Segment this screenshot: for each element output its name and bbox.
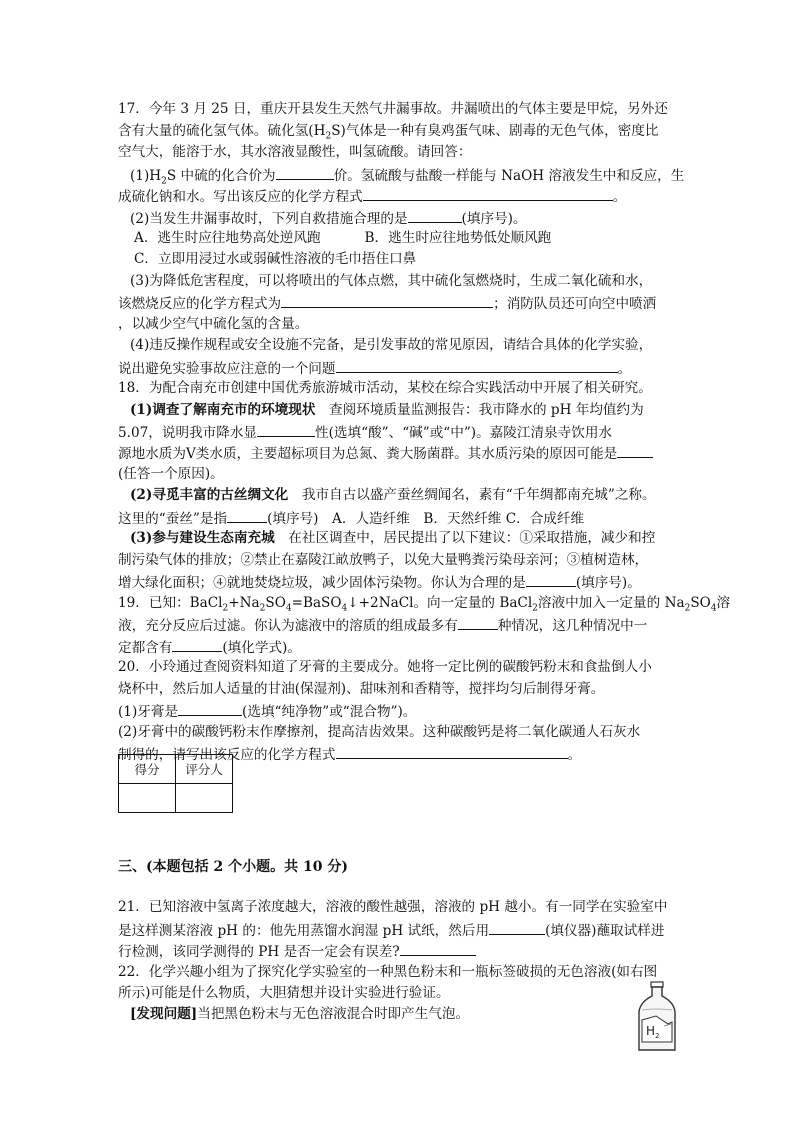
q21-line1: 21．已知溶液中氢离子浓度越大，溶液的酸性越强，溶液的 pH 越小。有一同学在实验室中 [118,899,668,915]
q20-s2-line1: (2)牙膏中的碳酸钙粉末作摩擦剂，提高洁齿效果。这种碳酸钙是将二氧化碳通人石灰水 [118,724,641,740]
q22-line1: 22．化学兴趣小组为了探究化学实验室的一种黑色粉末和一瓶标签破损的无色溶液(如右图 [118,964,658,980]
q20-line1: 20．小玲通过查阅资料知道了牙膏的主要成分。她将一定比例的碳酸钙粉末和食盐倒人小 [118,659,652,675]
blank-silk[interactable] [227,508,267,523]
q21-line3: 行检测，该同学测得的 PH 是否一定会有误差? [118,941,476,961]
q19-line1: 19．已知：$BaCl_2+Na_2SO_4=BaSO_4↓+2NaCl$。向一定量的 BaCl$_2$溶液中加入一定量的 $Na_2SO_4$溶 [118,595,731,614]
grader-header: 评分人 [176,755,233,784]
q18-s1-line2: 5.07，说明我市降水显 性(选填“酸”、“碱”或“中”)。嘉陵江清泉寺饮用水 [118,422,612,442]
reagent-bottle-icon [636,980,678,1054]
q18-intro: 18．为配合南充市创建中国优秀旅游城市活动，某校在综合实践活动中开展了相关研究。 [118,380,652,396]
section-3-heading: 三、(本题包括 2 个小题。共 10 分) [118,859,348,875]
q18-s2-line1: (2)寻觅丰富的古丝绸文化 我市自古以盛产蚕丝绸闻名，素有“千年绸都南充城”之称。 [130,487,656,503]
blank-instrument[interactable] [489,920,545,935]
blank-toothpaste[interactable] [178,701,242,716]
q17-s3-line3: ，以减少空气中硫化氢的含量。 [118,316,309,332]
q17-s3-line2: 该燃烧反应的化学方程式为 ；消防队员还可向空中喷洒 [118,293,656,313]
q22-line2: 所示)可能是什么物质，大胆猜想并设计实验进行验证。 [118,985,450,1001]
blank-formula[interactable] [172,637,222,652]
score-cell[interactable] [119,784,176,813]
q17-s2: (2)当发生井漏事故时，下列自救措施合理的是 (填序号)。 [130,208,527,228]
blank-equation-3[interactable] [336,744,568,759]
q18-s3-line1: (3)参与建设生态南充城 在社区调查中，居民提出了以下建议：①采取措施，减少和控 [130,530,656,546]
q18-s1-line3: 源地水质为Ⅴ类水质，主要超标项目为总氮、粪大肠菌群。其水质污染的原因可能是 [118,443,653,463]
blank-choice-2[interactable] [408,208,462,223]
blank-equation-1[interactable] [363,186,613,201]
q17-line2: 含有大量的硫化氢气体。硫化氢$(H_2S)$气体是一种有臭鸡蛋气味、剧毒的无色气体，密度比 [118,123,659,142]
bottle-label: H [646,1024,656,1038]
q20-s1: (1)牙膏是 (选填“纯净物”或“混合物”)。 [118,701,416,721]
bottle-label-sub: 2 [655,1032,660,1040]
q18-s1-line1: (1)调查了解南充市的环境现状 查阅环境质量监测报告：我市降水的 pH 年均值约为 [130,402,644,418]
blank-safety[interactable] [336,358,618,373]
blank-valence[interactable] [276,165,334,180]
grader-cell[interactable] [176,784,233,813]
q17-s4-line2: 说出避免实验事故应注意的一个问题 。 [118,358,631,378]
blank-error[interactable] [400,941,476,956]
q17-option-c: C．立即用浸过水或弱碱性溶液的毛巾捂住口鼻 [134,251,417,267]
q20-s2-line2: 制得的，请写出该反应的化学方程式 。 [118,744,581,764]
q19-line3: 定都含有 (填化学式)。 [118,637,301,657]
blank-acidity[interactable] [257,422,315,437]
q17-s3-line1: (3)为降低危害程度，可以将喷出的气体点燃，其中硫化氢燃烧时，生成二氧化硫和水， [130,273,653,289]
score-header: 得分 [119,755,176,784]
q18-s3-line3: 增大绿化面积；④就地焚烧垃圾，减少固体污染物。你认为合理的是 (填序号)。 [118,572,641,592]
q17-s1-line1: $(1)H_2S$ 中硫的化合价为 价。氢硫酸与盐酸一样能与 NaOH 溶液发生中和反应，生 [130,165,684,191]
q18-s1-line4: (任答一个原因)。 [118,466,224,482]
q17-line1: 17．今年 3 月 25 日，重庆开县发生天然气井漏事故。井漏喷出的气体主要是甲烷，另外还 [118,101,668,117]
blank-count[interactable] [458,615,498,630]
q20-line2: 烧杯中，然后加人适量的甘油(保湿剂)、甜味剂和香精等，搅拌均匀后制得牙膏。 [118,681,605,697]
q21-line2: 是这样测某溶液 pH 的：他先用蒸馏水润湿 pH 试纸，然后用 (填仪器)蘸取试样进 [118,920,664,940]
q19-line2: 液，充分反应后过滤。你认为滤液中的溶质的组成最多有 种情况，这几种情况中一 [118,615,647,635]
q22-line3: [发现问题]当把黑色粉末与无色溶液混合时即产生气泡。 [130,1006,470,1022]
q18-s3-line2: 制污染气体的排放；②禁止在嘉陵江畝放鸭子，以免大量鸭粪污染母亲河；③植树造林， [118,552,649,568]
blank-pollution-cause[interactable] [617,443,653,458]
score-table [118,754,233,813]
q17-line3: 空气大，能溶于水，其水溶液显酸性，叫氢硫酸。请回答： [118,144,472,160]
q17-s4-line1: (4)违反操作规程或安全设施不完备，是引发事故的常见原因，请结合具体的化学实验， [130,337,653,353]
q17-s1-line2: 成硫化钠和水。写出该反应的化学方程式 。 [118,186,626,206]
blank-equation-2[interactable] [281,293,493,308]
q18-s2-line2: 这里的“蚕丝”是指 (填序号) A．人造纤维 B．天然纤维 C．合成纤维 [118,508,584,528]
q17-options-ab: A．逃生时应往地势高处逆风跑 B．逃生时应往地势低处顺风跑 [134,230,552,246]
blank-suggestions[interactable] [526,572,576,587]
